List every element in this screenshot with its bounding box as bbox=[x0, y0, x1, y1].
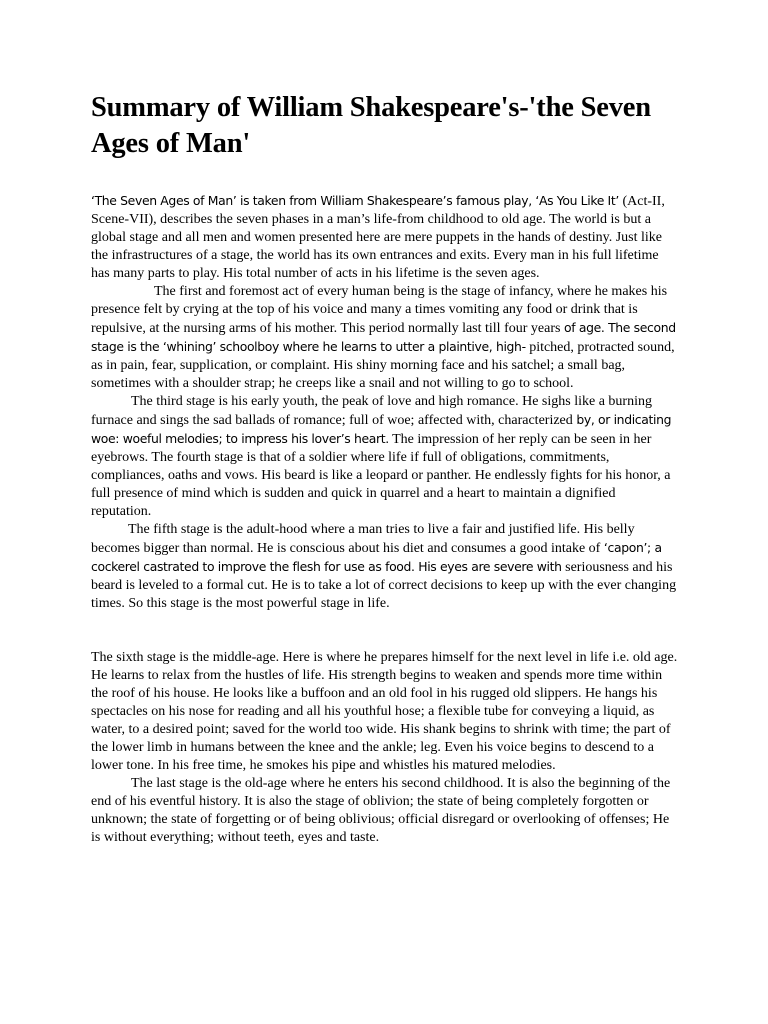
paragraph-gap bbox=[91, 613, 679, 649]
youth-text: The third stage is his early youth, the peak of love and high romance. He sighs like a burning furnace and sings the sad ballads of romance; full of woe; affected with, characterized bbox=[91, 394, 652, 428]
paragraph-middle-age: The sixth stage is the middle-age. Here is where he prepares himself for the next level in life i.e. old age. He learns to relax from the hustles of life. His strength begins to weaken and spends more time within the roof of his house. He looks like a buffoon and an old fool in his rugged old slippers. He hangs his spectacles on his nose for reading and all his youthful hose; a flexible tube for conveying a liquid, as water, to a desired point; saved for the world too wide. His shank begins to shrink with time; the part of the lower limb in humans between the knee and the ankle; leg. Even his voice begins to descend to a lower tone. In his free time, he smokes his pipe and whistles his matured melodies. bbox=[91, 650, 678, 773]
schoolboy-rest: pitched, protracted sound, as in pain, fear, supplication, or complaint. His shiny morning face and his satchel; a small bag, sometimes with a shoulder strap; he creeps like a snail and not willing to go to school. bbox=[91, 340, 675, 391]
paragraph-infancy bbox=[91, 283, 679, 393]
document-title: Summary of William Shakespeare's-'the Seven Ages of Man' bbox=[91, 92, 651, 159]
paragraph-old-age: The last stage is the old-age where he enters his second childhood. It is also the beginning of the end of his eventful history. It is also the stage of oblivion; the state of being completely forgotten or unknown; the state of forgetting or of being oblivious; official disregard or overlooking of offenses; He is without everything; without teeth, eyes and taste. bbox=[91, 776, 671, 845]
woe-definition: by, or indicating woe: woeful melodies; to impress his lover’s heart. bbox=[91, 412, 672, 446]
infancy-text: The first and foremost act of every human being is the stage of infancy, where he makes his presence felt by crying at the top of his voice and many a times vomiting any food or drink that is repulsive, at the nursing arms of his mother. This period normally last till four years bbox=[91, 284, 668, 336]
paragraph-youth bbox=[91, 393, 679, 521]
paragraph-intro bbox=[91, 192, 679, 283]
schoolboy-text: of age. The second stage is the ‘whining’ schoolboy where he learns to utter a plaintive, high- bbox=[91, 320, 676, 354]
intro-sentence: ‘The Seven Ages of Man’ is taken from William Shakespeare’s famous play, ‘As You Like It’ bbox=[91, 193, 619, 208]
soldier-text: The impression of her reply can be seen in her eyebrows. The fourth stage is that of a soldier where life if full of obligations, commitments, compliances, oaths and vows. His beard is like a leopard or panther. He endlessly fights for his honor, a full presence of mind which is sudden and quick in quarrel and a heart to maintain a dignified reputation. bbox=[91, 432, 671, 519]
document-body bbox=[91, 192, 679, 847]
capon-definition: ‘capon’; a cockerel castrated to improve the flesh for use as food. His eyes are severe with bbox=[91, 540, 662, 574]
paragraph-adulthood bbox=[91, 521, 679, 613]
intro-rest: (Act-II, Scene-VII), describes the seven phases in a man’s life-from childhood to old age. The world is but a global stage and all men and women presented here are mere puppets in the hands of destiny. Just like the infrastructures of a stage, the world has its own entrances and exits. Every man in his full lifetime has many parts to play. His total number of acts in his lifetime is the seven ages. bbox=[91, 194, 665, 281]
adulthood-rest: seriousness and his beard is leveled to a formal cut. He is to take a lot of correct decisions to keep up with the ever changing times. So this stage is the most powerful stage in life. bbox=[91, 560, 677, 611]
adulthood-text: The fifth stage is the adult-hood where a man tries to live a fair and justified life. His belly becomes bigger than normal. He is conscious about his diet and consumes a good intake of bbox=[91, 522, 635, 556]
